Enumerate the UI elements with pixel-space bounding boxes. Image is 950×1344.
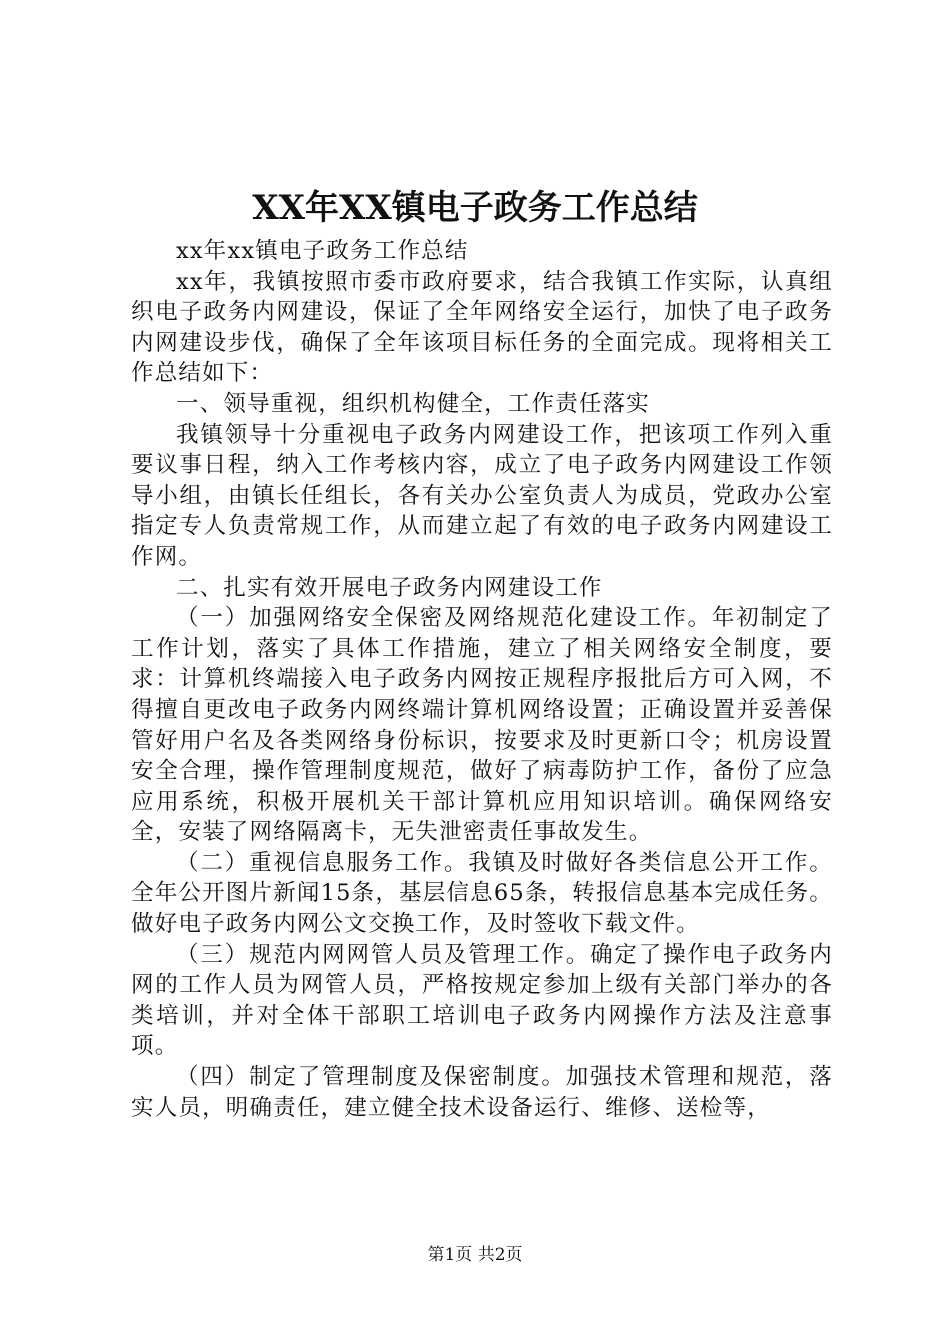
body-paragraph: （二）重视信息服务工作。我镇及时做好各类信息公开工作。全年公开图片新闻15条，基层信息65条，转报信息基本完成任务。做好电子政务内网公文交换工作，及时签收下载文件。 [131,849,833,938]
body-paragraph: xx年，我镇按照市委市政府要求，结合我镇工作实际，认真组织电子政务内网建设，保证了全年网络安全运行，加快了电子政务内网建设步伐，确保了全年该项目标任务的全面完成。现将相关工作总结如下： [131,268,833,387]
body-paragraph: 我镇领导十分重视电子政务内网建设工作，把该项工作列入重要议事日程，纳入工作考核内容，成立了电子政务内网建设工作领导小组，由镇长任组长，各有关办公室负责人为成员，党政办公室指定专人负责常规工作，从而建立起了有效的电子政务内网建设工作网。 [131,421,833,570]
body-paragraph: （三）规范内网网管人员及管理工作。确定了操作电子政务内网的工作人员为网管人员，严格按规定参加上级有关部门举办的各类培训，并对全体干部职工培训电子政务内网操作方法及注意事项。 [131,941,833,1060]
page-footer: 第1页 共2页 [427,1245,523,1265]
document-body [131,236,833,1123]
document-title: XX年XX镇电子政务工作总结 [252,188,698,228]
body-paragraph: （一）加强网络安全保密及网络规范化建设工作。年初制定了工作计划，落实了具体工作措施，建立了相关网络安全制度，要求：计算机终端接入电子政务内网按正规程序报批后方可入网，不得擅自更改电子政务内网终端计算机网络设置；正确设置并妥善保管好用户名及各类网络身份标识，按要求及时更新口令；机房设置安全合理，操作管理制度规范，做好了病毒防护工作，备份了应急应用系统，积极开展机关干部计算机应用知识培训。确保网络安全，安装了网络隔离卡，无失泄密责任事故发生。 [131,605,833,846]
body-paragraph: （四）制定了管理制度及保密制度。加强技术管理和规范，落实人员，明确责任，建立健全技术设备运行、维修、送检等， [131,1064,833,1121]
body-paragraph-subtitle: xx年xx镇电子政务工作总结 [176,238,469,264]
section-heading-2: 二、扎实有效开展电子政务内网建设工作 [176,574,603,601]
section-heading-1: 一、领导重视，组织机构健全，工作责任落实 [176,390,651,417]
